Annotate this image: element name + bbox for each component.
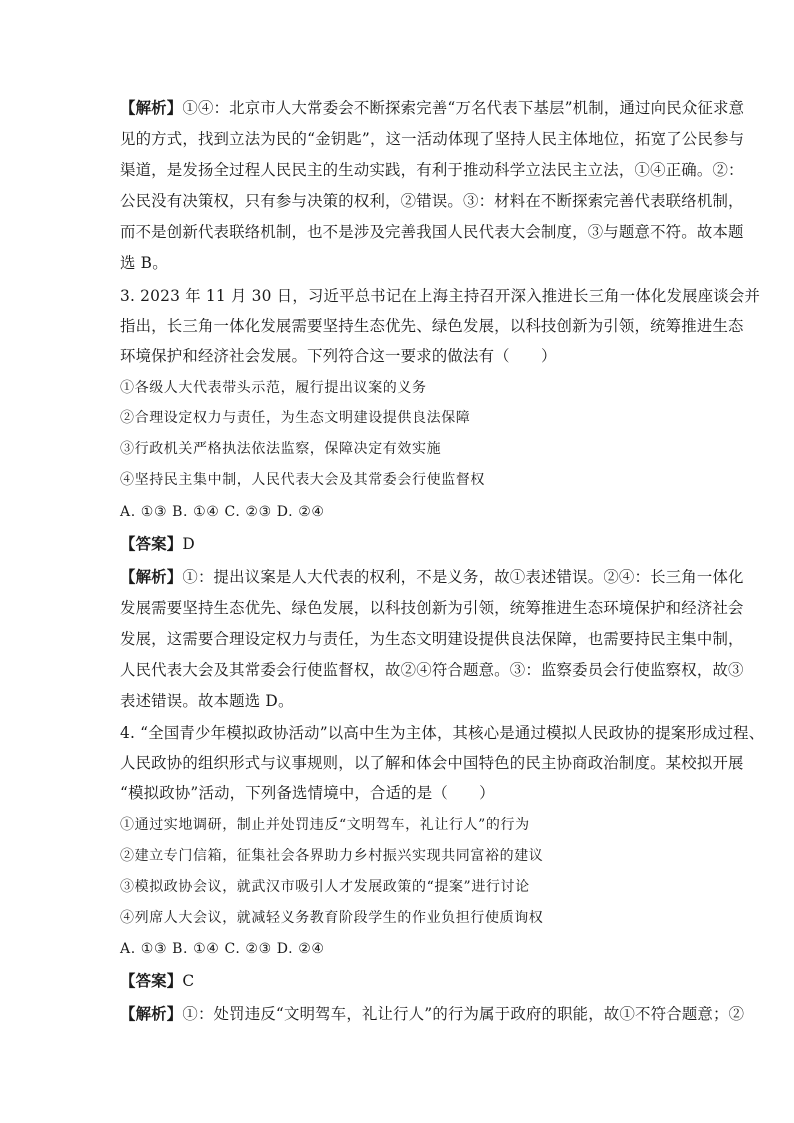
- analysis-line: 【解析】①：提出议案是人大代表的权利，不是义务，故①表述错误。②④：长三角一体化: [120, 568, 744, 586]
- statement-item: ④列席人大会议，就减轻义务教育阶段学生的作业负担行使质询权: [120, 910, 544, 926]
- text-line: 发展需要坚持生态优先、绿色发展，以科技创新为引领，统筹推进生态环境保护和经济社会: [120, 599, 744, 617]
- analysis-tag: 【解析】: [120, 99, 183, 117]
- statement-item: ③模拟政协会议，就武汉市吸引人才发展政策的“提案”进行讨论: [120, 879, 530, 895]
- question-stem: 4. “全国青少年模拟政协活动”以高中生为主体，其核心是通过模拟人民政协的提案形成过程、: [120, 724, 765, 742]
- text-line: 表述错误。故本题选 D。: [120, 692, 294, 710]
- text-line: 人民代表大会及其常委会行使监督权，故②④符合题意。③：监察委员会行使监察权，故③: [120, 661, 744, 679]
- analysis-line: 【解析】①：处罚违反“文明驾车，礼让行人”的行为属于政府的职能，故①不符合题意；②: [120, 1005, 745, 1023]
- analysis-tag: 【解析】: [120, 568, 183, 586]
- analysis-line: 【解析】①④：北京市人大常委会不断探索完善“万名代表下基层”机制，通过向民众征求意: [120, 99, 745, 117]
- answer-options: A. ①③ B. ①④ C. ②③ D. ②④: [120, 941, 325, 957]
- text-line: 发展，这需要合理设定权力与责任，为生态文明建设提供良法保障，也需要持民主集中制，: [120, 630, 744, 648]
- question-stem: 人民政协的组织形式与议事规则，以了解和体会中国特色的民主协商政治制度。某校拟开展: [120, 754, 744, 772]
- text-line: 见的方式，找到立法为民的“金钥匙”，这一活动体现了坚持人民主体地位，拓宽了公民参与: [120, 130, 745, 148]
- statement-item: ④坚持民主集中制，人民代表大会及其常委会行使监督权: [120, 472, 485, 488]
- analysis-tag: 【解析】: [120, 1005, 183, 1023]
- question-stem: 环境保护和经济社会发展。下列符合这一要求的做法有（ ）: [120, 347, 557, 365]
- text-line: 而不是创新代表联络机制，也不是涉及完善我国人民代表大会制度，③与题意不符。故本题: [120, 223, 744, 241]
- statement-item: ①各级人大代表带头示范，履行提出议案的义务: [120, 380, 427, 396]
- question-stem: 3. 2023 年 11 月 30 日，习近平总书记在上海主持召开深入推进长三角一体化发展座谈会并: [120, 287, 761, 305]
- text-line: 公民没有决策权，只有参与决策的权利，②错误。③：材料在不断探索完善代表联络机制，: [120, 192, 744, 210]
- statement-item: ③行政机关严格执法依法监察，保障决定有效实施: [120, 441, 442, 457]
- text-line: 渠道，是发扬全过程人民民主的生动实践，有利于推动科学立法民主立法，①④正确。②：: [120, 161, 744, 179]
- statement-item: ②建立专门信箱，征集社会各界助力乡村振兴实现共同富裕的建议: [120, 848, 544, 864]
- text-line: 选 B。: [120, 254, 168, 272]
- statement-item: ②合理设定权力与责任，为生态文明建设提供良法保障: [120, 410, 471, 426]
- answer-line: 【答案】D: [120, 535, 195, 553]
- answer-tag: 【答案】: [120, 972, 183, 990]
- statement-item: ①通过实地调研，制止并处罚违反“文明驾车，礼让行人”的行为: [120, 817, 530, 833]
- answer-options: A. ①③ B. ①④ C. ②③ D. ②④: [120, 504, 325, 520]
- answer-line: 【答案】C: [120, 972, 195, 990]
- question-stem: “模拟政协”活动，下列备选情境中，合适的是（ ）: [120, 784, 495, 802]
- question-stem: 指出，长三角一体化发展需要坚持生态优先、绿色发展，以科技创新为引领，统筹推进生态: [120, 317, 744, 335]
- answer-tag: 【答案】: [120, 535, 183, 553]
